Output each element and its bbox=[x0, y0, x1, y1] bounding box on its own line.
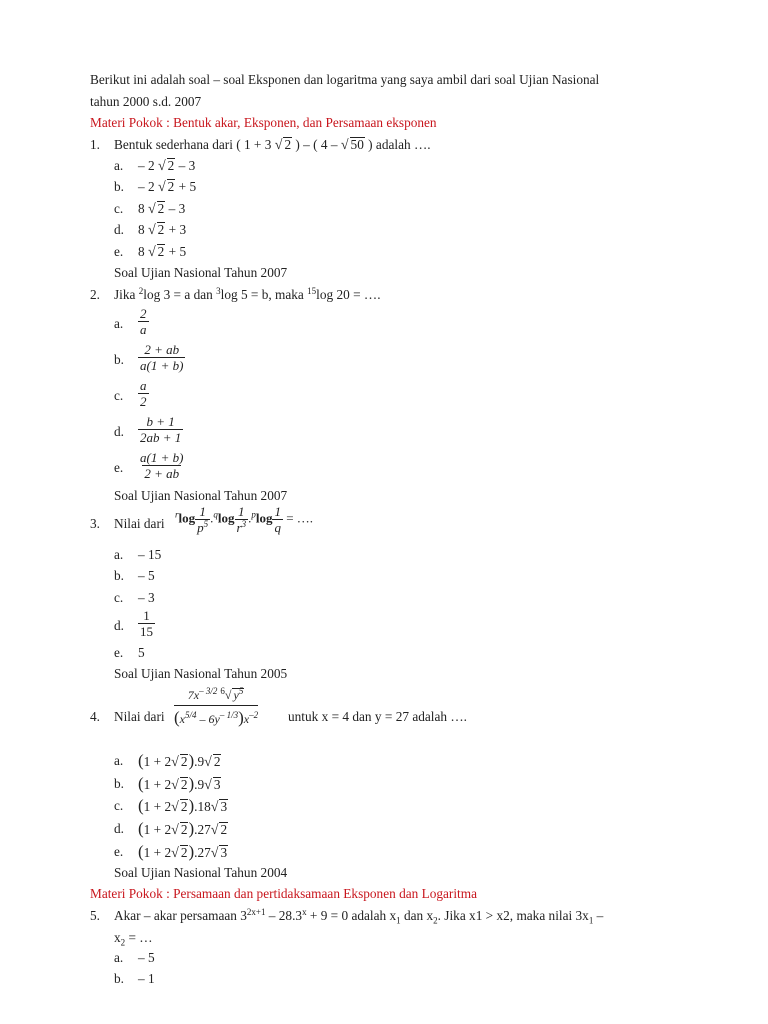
intro-line: Berikut ini adalah soal – soal Eksponen dan logaritma yang saya ambil dari soal Ujian Nasional bbox=[90, 72, 600, 87]
q2-stem: Jika $^2$log 3 = a dan $^3$log 5 = b, maka $^{15}$log 20 = …. bbox=[114, 286, 381, 302]
q4-option-value: (1 + 2√ 2).18√ 3 bbox=[138, 796, 228, 815]
q2-option-fraction: $\frac{a}{2}$ bbox=[140, 378, 147, 409]
q2-option-label: d. bbox=[114, 424, 124, 439]
q1-option-value: 8 √ 2 + 3 bbox=[138, 222, 187, 238]
q5-option-value: – 1 bbox=[138, 971, 155, 986]
q2-option-fraction: $\frac{a(1 + b)}{2 + ab}$ bbox=[140, 450, 184, 481]
q1-option-value: – 2 √ 2 – 3 bbox=[138, 158, 196, 174]
intro-line-2: tahun 2000 s.d. 2007 bbox=[90, 94, 202, 109]
q1-option-value: 8 √ 2 – 3 bbox=[138, 201, 186, 217]
q4-option-value: (1 + 2√ 2).9√ 3 bbox=[138, 774, 221, 793]
q1-option-label: b. bbox=[114, 179, 124, 194]
q4-option-value: (1 + 2√ 2).27√ 3 bbox=[138, 842, 228, 861]
q3-option-label: a. bbox=[114, 547, 124, 562]
q2-option-label: b. bbox=[114, 352, 124, 367]
q4-option-value: (1 + 2√ 2).9√ 2 bbox=[138, 751, 221, 770]
q4-option-label: a. bbox=[114, 753, 124, 768]
q4-option-label: b. bbox=[114, 776, 124, 791]
q4-source: Soal Ujian Nasional Tahun 2004 bbox=[114, 865, 288, 880]
q3-option-label: e. bbox=[114, 645, 124, 660]
q3-option-value: 5 bbox=[138, 645, 145, 660]
section-heading-2: Materi Pokok : Persamaan dan pertidaksamaan Eksponen dan Logaritma bbox=[90, 886, 477, 901]
q1-stem: Bentuk sederhana dari ( 1 + 3 √ 2 ) – ( 4 – √ 50 ) adalah …. bbox=[114, 137, 431, 153]
q5-option-label: a. bbox=[114, 950, 124, 965]
q5-option-label: b. bbox=[114, 971, 124, 986]
q4-option-value: (1 + 2√ 2).27√ 2 bbox=[138, 819, 228, 838]
q4-tail: untuk x = 4 dan y = 27 adalah …. bbox=[288, 709, 467, 724]
q2-option-fraction: $\frac{2 + ab}{a(1 + b)}$ bbox=[140, 342, 184, 373]
q5-option-value: – 5 bbox=[138, 950, 155, 965]
q2-option-fraction: $\frac{2}{a}$ bbox=[140, 306, 147, 337]
q1-option-label: e. bbox=[114, 244, 124, 259]
q2-option-label: a. bbox=[114, 316, 124, 331]
q1-option-value: 8 √ 2 + 5 bbox=[138, 244, 187, 260]
section-heading-1: Materi Pokok : Bentuk akar, Eksponen, dan Persamaan eksponen bbox=[90, 115, 437, 130]
q4-option-label: e. bbox=[114, 844, 124, 859]
q5-number: 5. bbox=[90, 908, 100, 923]
q1-source: Soal Ujian Nasional Tahun 2007 bbox=[114, 265, 288, 280]
q3-option-fraction: $\frac{1}{15}$ bbox=[140, 608, 153, 639]
q3-option-value: – 5 bbox=[138, 568, 155, 583]
q5-stem-line-2: $x_2$ = … bbox=[114, 930, 153, 948]
q3-option-label: c. bbox=[114, 590, 124, 605]
q3-expression: $^r$log $\frac{1}{p^5}$ .$^q$log $\frac{1}{r^3}$ .$^p$log $\frac{1}{q}$ = …. bbox=[175, 504, 314, 535]
q2-option-label: c. bbox=[114, 388, 124, 403]
q3-source: Soal Ujian Nasional Tahun 2005 bbox=[114, 666, 288, 681]
q1-option-label: a. bbox=[114, 158, 124, 173]
q2-number: 2. bbox=[90, 287, 100, 302]
q3-option-value: – 15 bbox=[138, 547, 162, 562]
q5-stem: Akar – akar persamaan $3^{2x+1} - 28.3^x + 9 = 0$ adalah $x_1$ dan $x_2$. Jika x1 > x2, maka nilai $3x_1$ – bbox=[114, 907, 604, 926]
q4-option-label: c. bbox=[114, 798, 124, 813]
q1-option-label: d. bbox=[114, 222, 124, 237]
q2-source: Soal Ujian Nasional Tahun 2007 bbox=[114, 488, 288, 503]
q3-lead: Nilai dari bbox=[114, 516, 165, 531]
q4-lead: Nilai dari bbox=[114, 709, 165, 724]
q3-option-value: – 3 bbox=[138, 590, 155, 605]
q3-option-label: d. bbox=[114, 618, 124, 633]
q3-option-label: b. bbox=[114, 568, 124, 583]
q2-option-label: e. bbox=[114, 460, 124, 475]
q2-option-fraction: $\frac{b + 1}{2ab + 1}$ bbox=[140, 414, 182, 445]
q1-option-label: c. bbox=[114, 201, 124, 216]
q4-option-label: d. bbox=[114, 821, 124, 836]
q3-number: 3. bbox=[90, 516, 100, 531]
q4-number: 4. bbox=[90, 709, 100, 724]
q1-option-value: – 2 √ 2 + 5 bbox=[138, 179, 197, 195]
q4-expression: $\frac{7x^{- 3/2} ^6√ y^5}{(x^{5/4} - 6y^{- 1/3})x^{-2}}$ bbox=[174, 686, 259, 727]
q1-number: 1. bbox=[90, 137, 100, 152]
